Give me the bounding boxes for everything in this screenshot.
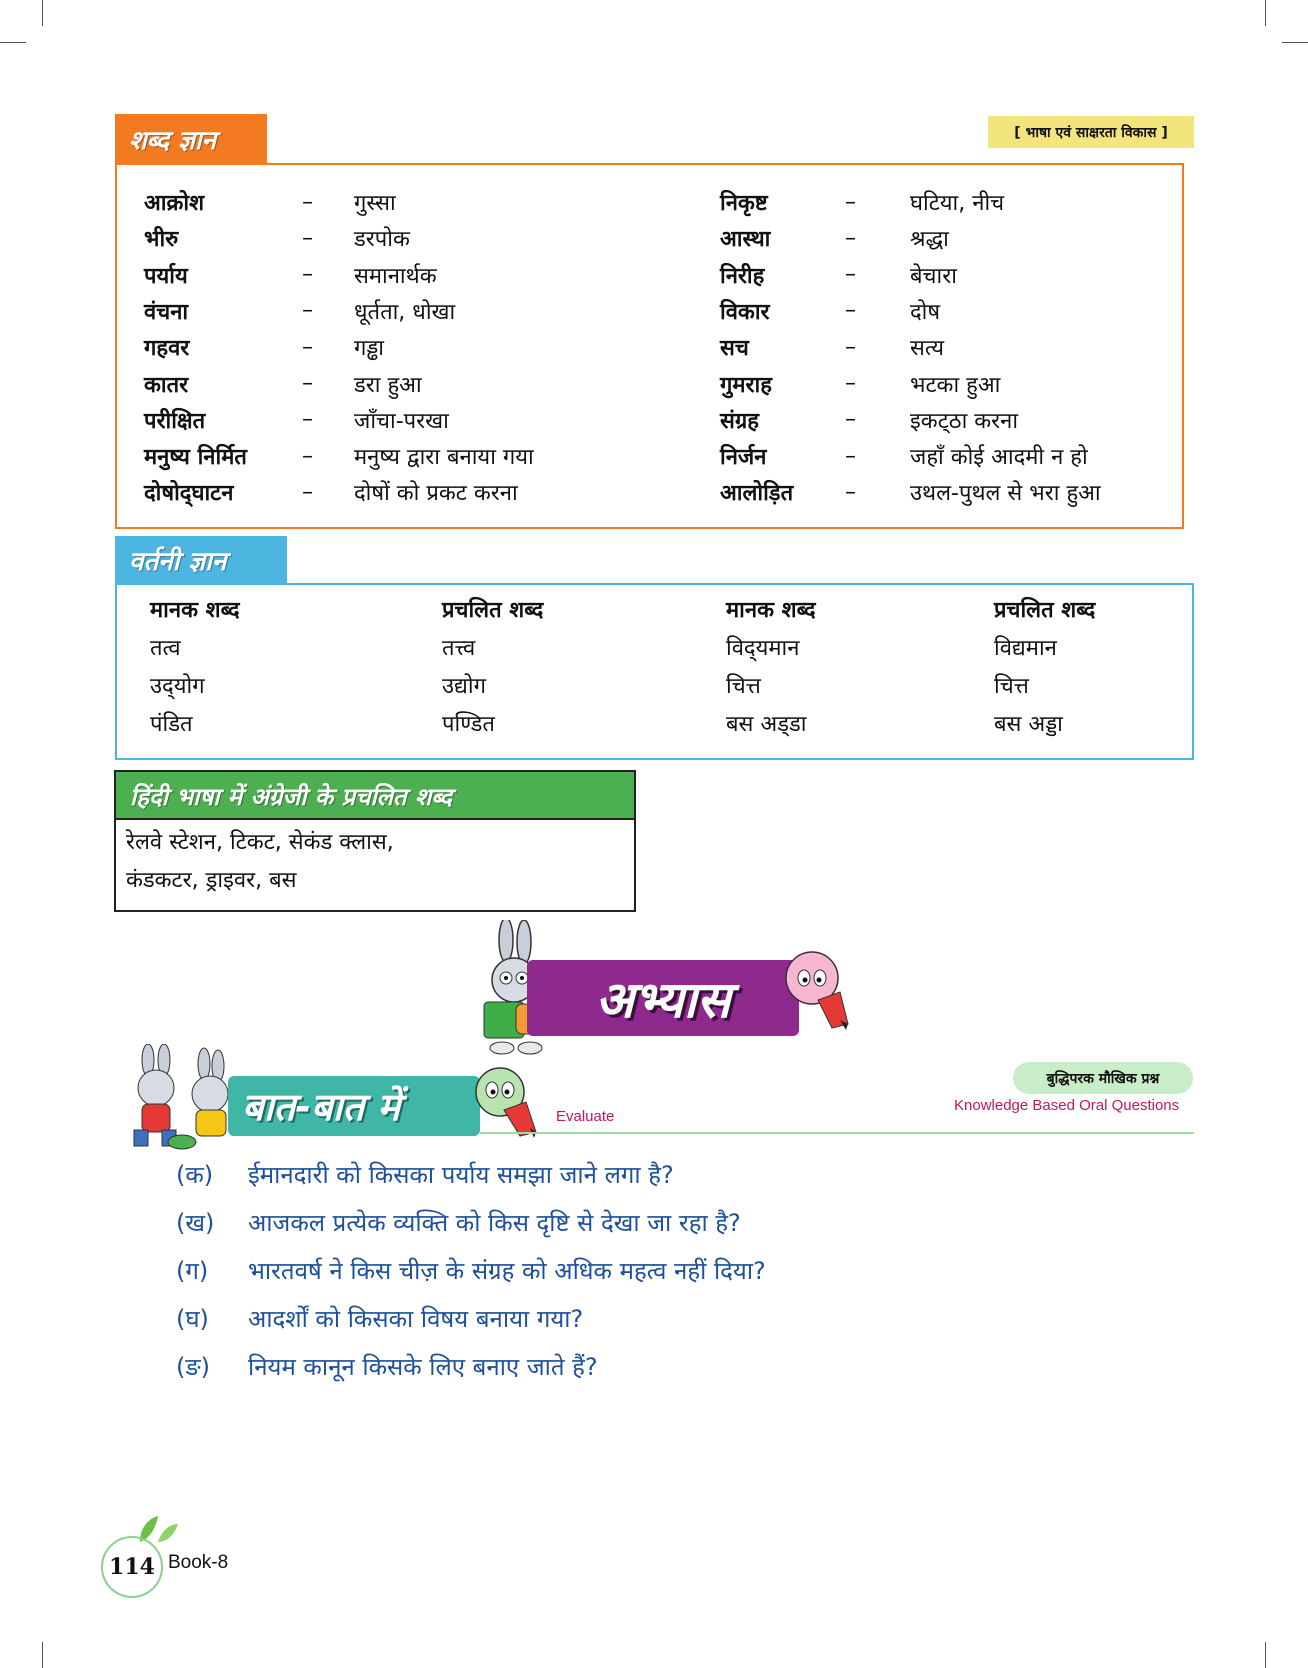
vocab-meaning: भटका हुआ <box>910 372 1001 398</box>
spelling-cell: चित्त <box>994 674 1029 699</box>
question-item <box>176 1350 598 1383</box>
vocab-meaning: सत्य <box>910 336 945 362</box>
crop-mark <box>1265 0 1266 26</box>
spelling-header: प्रचलित शब्द <box>442 598 544 623</box>
vocab-word: पर्याय <box>144 263 188 289</box>
vocab-meaning: जाँचा-परखा <box>354 408 449 434</box>
vocab-word: मनुष्य निर्मित <box>144 445 247 471</box>
english-words-heading: हिंदी भाषा में अंग्रेजी के प्रचलित शब्द <box>114 770 636 820</box>
vocab-dash: – <box>302 371 313 396</box>
vocab-word: दोषोद्‌घाटन <box>144 481 234 507</box>
question-label: (घ) <box>176 1305 209 1333</box>
vocab-meaning: गुस्सा <box>354 191 396 216</box>
spelling-cell: उद्‌योग <box>150 674 205 699</box>
question-label: (ङ) <box>176 1353 211 1381</box>
oral-questions-badge: बुद्धिपरक मौखिक प्रश्न <box>1013 1062 1193 1094</box>
question-text: आदर्शों को किसका विषय बनाया गया? <box>248 1305 584 1333</box>
vocab-word: आक्रोश <box>144 191 205 216</box>
english-words-box <box>114 818 636 912</box>
spelling-cell: चित्त <box>726 674 761 699</box>
vocab-dash: – <box>302 262 313 288</box>
crop-mark <box>42 0 43 26</box>
question-label: (क) <box>176 1161 214 1189</box>
vocab-word: गुमराह <box>720 372 772 398</box>
pencil-mascot-icon <box>782 948 852 1030</box>
baat-baat-mein-banner: बात-बात में <box>228 1076 480 1136</box>
vocab-word: वंचना <box>144 299 189 325</box>
question-item <box>176 1158 674 1191</box>
spelling-cell: तत्व <box>150 636 181 661</box>
question-text: आजकल प्रत्येक व्यक्ति को किस दृष्टि से देखा जा रहा है? <box>248 1209 741 1237</box>
vocab-word: निर्जन <box>720 445 767 471</box>
vocab-word: आलोड़ित <box>720 481 794 507</box>
vocab-meaning: इकट्‌ठा करना <box>910 408 1019 434</box>
spelling-header: मानक शब्द <box>726 598 816 623</box>
vocab-dash: – <box>845 407 856 433</box>
question-text: भारतवर्ष ने किस चीज़ के संग्रह को अधिक महत्व नहीं दिया? <box>248 1257 766 1285</box>
pencil-mascot-icon <box>470 1062 542 1138</box>
vocab-meaning: उथल-पुथल से भरा हुआ <box>910 481 1101 507</box>
vocab-dash: – <box>845 443 856 469</box>
section-divider <box>480 1132 1194 1134</box>
rabbits-illustration <box>120 1044 238 1152</box>
spelling-cell: विद्यमान <box>994 636 1057 661</box>
question-text: ईमानदारी को किसका पर्याय समझा जाने लगा है? <box>248 1161 674 1189</box>
vocab-word: आस्था <box>720 227 771 253</box>
vocab-word: निरीह <box>720 263 765 289</box>
question-item <box>176 1206 741 1239</box>
vocab-word: सच <box>720 336 749 362</box>
vocab-meaning: दोष <box>910 299 941 325</box>
spelling-header: मानक शब्द <box>150 598 240 623</box>
vocab-meaning: डरपोक <box>354 227 410 253</box>
shabd-gyan-heading: शब्द ज्ञान <box>115 114 267 164</box>
vocab-dash: – <box>302 189 313 215</box>
vocab-word: गहवर <box>144 336 190 362</box>
spelling-cell: उद्योग <box>442 674 487 699</box>
vocab-word: संग्रह <box>720 408 759 434</box>
vocab-dash: – <box>845 334 856 360</box>
crop-mark <box>0 42 26 43</box>
crop-mark <box>1265 1642 1266 1668</box>
vocab-dash: – <box>845 189 856 215</box>
spelling-cell: तत्त्व <box>442 636 476 661</box>
vocab-dash: – <box>845 225 856 251</box>
spelling-cell: पंडित <box>150 712 193 737</box>
spelling-cell: बस अड्डा <box>994 712 1063 737</box>
evaluate-label: Evaluate <box>556 1108 615 1125</box>
section-header-tag: [ भाषा एवं साक्षरता विकास ] <box>988 116 1194 148</box>
vocab-dash: – <box>302 225 313 251</box>
vocab-dash: – <box>302 334 313 360</box>
vocab-meaning: श्रद्धा <box>910 227 949 253</box>
vocab-meaning: बेचारा <box>910 263 957 289</box>
vocab-dash: – <box>845 479 856 505</box>
english-words-line: रेलवे स्टेशन, टिकट, सेकंड क्लास, <box>126 830 394 855</box>
vocab-word: परीक्षित <box>144 408 206 434</box>
spelling-cell: बस अड्‌डा <box>726 712 807 737</box>
spelling-header: प्रचलित शब्द <box>994 598 1096 623</box>
crop-mark <box>1282 42 1308 43</box>
english-words-line: कंडकटर, ड्राइवर, बस <box>126 868 297 893</box>
vocab-dash: – <box>845 298 856 324</box>
oral-questions-english: Knowledge Based Oral Questions <box>954 1097 1180 1114</box>
vocab-word: निकृष्ट <box>720 191 768 216</box>
vocab-word: विकार <box>720 299 770 325</box>
page-number: 114 <box>101 1536 163 1598</box>
vocab-dash: – <box>302 479 313 505</box>
vocab-dash: – <box>302 407 313 433</box>
crop-mark <box>42 1642 43 1668</box>
vocab-meaning: दोषों को प्रकट करना <box>354 481 518 507</box>
spelling-cell: पण्डित <box>442 712 495 737</box>
vocab-meaning: घटिया, नीच <box>910 191 1005 216</box>
vocab-meaning: गड्ढा <box>354 336 385 362</box>
question-item <box>176 1302 583 1335</box>
book-label: Book-8 <box>168 1552 229 1573</box>
vocab-dash: – <box>302 298 313 324</box>
vocab-word: भीरु <box>144 227 179 253</box>
spelling-cell: विद्‌यमान <box>726 636 800 661</box>
vartani-gyan-heading: वर्तनी ज्ञान <box>115 536 287 584</box>
vocab-meaning: समानार्थक <box>354 263 437 289</box>
question-label: (ख) <box>176 1209 215 1237</box>
vocab-meaning: धूर्तता, धोखा <box>354 299 456 325</box>
vocab-dash: – <box>845 262 856 288</box>
question-text: नियम कानून किसके लिए बनाए जाते हैं? <box>248 1353 598 1381</box>
vocab-meaning: मनुष्य द्वारा बनाया गया <box>354 445 534 471</box>
vocab-meaning: डरा हुआ <box>354 372 422 398</box>
vocab-dash: – <box>845 371 856 396</box>
question-item <box>176 1254 766 1287</box>
vocab-word: कातर <box>144 372 189 398</box>
question-label: (ग) <box>176 1257 209 1285</box>
vocab-dash: – <box>302 443 313 469</box>
abhyas-banner: अभ्यास <box>527 960 799 1036</box>
vocab-meaning: जहाँ कोई आदमी न हो <box>910 445 1088 471</box>
